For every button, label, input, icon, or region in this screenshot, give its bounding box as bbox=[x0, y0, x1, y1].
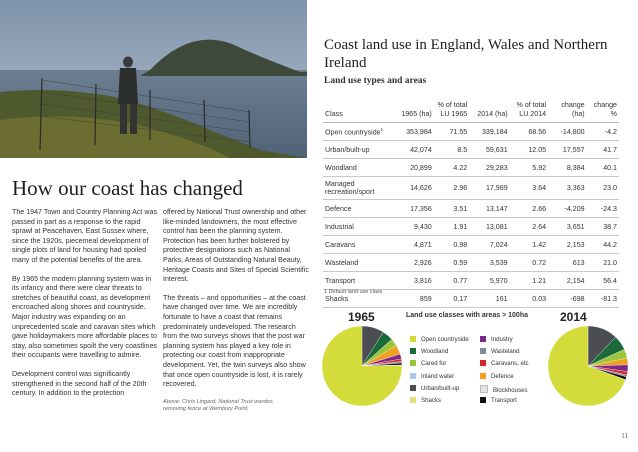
legend-swatch bbox=[480, 348, 486, 354]
cell-ha1965: 42,074 bbox=[396, 141, 433, 159]
photo-caption bbox=[163, 399, 309, 414]
article-column-2 bbox=[163, 208, 309, 414]
legend-item bbox=[410, 373, 454, 380]
cell-p1965: 0.17 bbox=[434, 290, 469, 308]
legend-swatch bbox=[480, 373, 486, 379]
cell-p2014: 68.56 bbox=[510, 123, 548, 141]
article-column-1 bbox=[12, 208, 158, 408]
cell-p2014: 0.72 bbox=[510, 254, 548, 272]
cell-p2014: 0.03 bbox=[510, 290, 548, 308]
coast-photo bbox=[0, 0, 307, 158]
header-text: LU 2014 bbox=[519, 109, 547, 118]
legend-swatch bbox=[410, 348, 416, 354]
cell-p1965: 8.5 bbox=[434, 141, 469, 159]
cell-ha1965: 14,626 bbox=[396, 177, 433, 200]
cell-ha2014: 3,539 bbox=[469, 254, 509, 272]
legend-swatch bbox=[480, 385, 488, 393]
pie-label-2014: 2014 bbox=[560, 310, 587, 324]
cell-ha2014: 161 bbox=[469, 290, 509, 308]
header-change-pct bbox=[587, 100, 619, 123]
cell-text: Caravans bbox=[325, 240, 356, 249]
cell-chgp: -4.2 bbox=[587, 123, 619, 141]
legend-item bbox=[480, 348, 520, 355]
cell-text: Wasteland bbox=[325, 258, 359, 267]
cell-p1965: 0.98 bbox=[434, 236, 469, 254]
cell-chgp: 41.7 bbox=[587, 141, 619, 159]
legend-label: Urban/built-up bbox=[421, 384, 460, 392]
article-headline: How our coast has changed bbox=[12, 176, 243, 200]
legend-swatch bbox=[410, 336, 416, 342]
cell-p1965: 3.51 bbox=[434, 200, 469, 218]
cell-p1965: 4.22 bbox=[434, 159, 469, 177]
cell-chg: 613 bbox=[548, 254, 587, 272]
legend-label: Defence bbox=[491, 372, 514, 380]
cell-p1965: 71.55 bbox=[434, 123, 469, 141]
header-text: change bbox=[561, 101, 585, 109]
pie-chart-1965 bbox=[320, 324, 404, 408]
cell-p1965: 0.59 bbox=[434, 254, 469, 272]
caption-line: Above: Chris Lingard, National Trust warden, bbox=[163, 398, 275, 405]
header-pct-2014 bbox=[510, 100, 548, 123]
legend-item bbox=[410, 348, 448, 355]
cell-p2014: 1.42 bbox=[510, 236, 548, 254]
table-header-row bbox=[323, 100, 619, 123]
cell-p2014: 2.66 bbox=[510, 200, 548, 218]
cell-ha2014: 5,970 bbox=[469, 272, 509, 290]
paragraph: The 1947 Town and Country Planning Act was passed in part as a response to the rapid sprawl at Peacehaven, East Sussex where, since the 1920s, piecemeal development of single plots of land for housing had spoiled many of the potential benefits of the area. bbox=[12, 208, 157, 264]
cell-ha1965: 20,899 bbox=[396, 159, 433, 177]
cell-ha2014: 59,631 bbox=[469, 141, 509, 159]
legend-title: Land use classes with areas > 100ha bbox=[406, 312, 528, 319]
cell-class bbox=[323, 177, 396, 200]
legend-item bbox=[480, 336, 513, 343]
table-row bbox=[323, 159, 619, 177]
cell-chg: 2,154 bbox=[548, 272, 587, 290]
cell-chgp: -24.3 bbox=[587, 200, 619, 218]
header-text: % bbox=[610, 109, 617, 118]
legend-label: Cared for bbox=[421, 360, 447, 368]
cell-text: recreation/sport bbox=[325, 188, 375, 196]
photo-image bbox=[0, 0, 307, 158]
legend-label: Transport bbox=[491, 397, 517, 404]
header-text: (ha) bbox=[572, 109, 585, 118]
cell-chgp: -81.3 bbox=[587, 290, 619, 308]
cell-p2014: 3.64 bbox=[510, 177, 548, 200]
legend-item bbox=[480, 360, 529, 367]
header-class: Class bbox=[323, 100, 396, 123]
cell-ha1965: 353,984 bbox=[396, 123, 433, 141]
table-footnote: 1 Default land use class bbox=[324, 289, 383, 295]
cell-ha1965: 3,816 bbox=[396, 272, 433, 290]
cell-class bbox=[323, 218, 396, 236]
paragraph: offered by National Trust ownership and other like-minded landowners, the most effective control has been the planning system. Protection has been further bolstered by protective designations such as National Parks, Areas of Outstanding Natural Beauty, Heritage Coasts and Sites of Special Scientific Interest. bbox=[163, 208, 309, 284]
table-row bbox=[323, 272, 619, 290]
cell-chg: -4,209 bbox=[548, 200, 587, 218]
legend-label: Wasteland bbox=[491, 348, 520, 356]
cell-ha2014: 339,184 bbox=[469, 123, 509, 141]
table-row bbox=[323, 123, 619, 141]
cell-class bbox=[323, 159, 396, 177]
land-use-table bbox=[323, 100, 619, 308]
table-row bbox=[323, 218, 619, 236]
cell-chgp: 44.2 bbox=[587, 236, 619, 254]
legend-label: Woodland bbox=[421, 348, 449, 356]
cell-ha2014: 13,147 bbox=[469, 200, 509, 218]
legend-swatch bbox=[480, 397, 486, 403]
cell-p2014: 1.21 bbox=[510, 272, 548, 290]
table-row bbox=[323, 177, 619, 200]
page-number: 11 bbox=[621, 432, 628, 440]
legend-label: Industry bbox=[491, 336, 513, 343]
cell-class bbox=[323, 123, 396, 141]
cell-chg: -14,800 bbox=[548, 123, 587, 141]
pie-chart-2014 bbox=[546, 324, 630, 408]
cell-text: Industrial bbox=[325, 222, 354, 231]
cell-chgp: 21.0 bbox=[587, 254, 619, 272]
cell-text: Shacks bbox=[325, 294, 349, 303]
cell-chgp: 56.4 bbox=[587, 272, 619, 290]
legend-item bbox=[410, 360, 446, 367]
cell-chgp: 23.0 bbox=[587, 177, 619, 200]
cell-chg: 3,363 bbox=[548, 177, 587, 200]
cell-chg: 3,651 bbox=[548, 218, 587, 236]
legend-swatch bbox=[410, 360, 416, 366]
table-row bbox=[323, 254, 619, 272]
header-text: % of total bbox=[516, 101, 547, 109]
legend-item bbox=[410, 385, 459, 392]
cell-ha2014: 7,024 bbox=[469, 236, 509, 254]
cell-p1965: 0.77 bbox=[434, 272, 469, 290]
legend-item bbox=[410, 397, 441, 404]
legend-item bbox=[480, 373, 514, 380]
cell-class bbox=[323, 141, 396, 159]
cell-ha2014: 29,283 bbox=[469, 159, 509, 177]
header-ha-1965: 1965 (ha) bbox=[396, 100, 433, 123]
cell-text: Defence bbox=[325, 204, 352, 213]
legend-label: Inland water bbox=[421, 372, 455, 380]
legend-label: Open countryside bbox=[421, 336, 469, 343]
legend-swatch bbox=[410, 397, 416, 403]
cell-text: Woodland bbox=[325, 163, 357, 172]
cell-chg: 2,153 bbox=[548, 236, 587, 254]
cell-chg: 17,557 bbox=[548, 141, 587, 159]
cell-text: Managed bbox=[325, 179, 355, 188]
cell-chgp: 38.7 bbox=[587, 218, 619, 236]
legend-item bbox=[410, 336, 469, 343]
paragraph: The threats – and opportunities – at the coast have changed over time. We are incredibly fortunate to have a coast that remains predominately undeveloped. The research from the two surveys shows that the post war planning system has played a key role in protecting our coast from inappropriate development. Yet, the twin surveys also show that once open countryside is lost, it is rarely recovered. bbox=[163, 293, 306, 389]
table-row bbox=[323, 141, 619, 159]
cell-ha1965: 859 bbox=[396, 290, 433, 308]
cell-p2014: 12.05 bbox=[510, 141, 548, 159]
cell-ha1965: 2,926 bbox=[396, 254, 433, 272]
table-subtitle: Land use types and areas bbox=[324, 76, 427, 86]
cell-chg: -698 bbox=[548, 290, 587, 308]
footnote-marker: 1 bbox=[380, 126, 384, 132]
cell-text: Urban/built-up bbox=[325, 145, 370, 154]
header-text: LU 1965 bbox=[440, 109, 468, 118]
header-text: % of total bbox=[437, 101, 468, 109]
paragraph: Development control was significantly strengthened in the second half of the 20th century. In addition to the protection bbox=[12, 369, 147, 398]
legend-swatch bbox=[410, 385, 416, 391]
cell-ha1965: 4,871 bbox=[396, 236, 433, 254]
cell-chg: 8,384 bbox=[548, 159, 587, 177]
pie-legend bbox=[398, 312, 554, 412]
cell-ha2014: 17,989 bbox=[469, 177, 509, 200]
caption-line: removing fence at Wembury Point. bbox=[163, 406, 249, 413]
header-change-ha bbox=[548, 100, 587, 123]
cell-ha1965: 9,430 bbox=[396, 218, 433, 236]
header-pct-1965 bbox=[434, 100, 469, 123]
cell-ha2014: 13,081 bbox=[469, 218, 509, 236]
table-title: Coast land use in England, Wales and Northern Ireland bbox=[324, 37, 608, 71]
cell-p1965: 2.96 bbox=[434, 177, 469, 200]
table-row bbox=[323, 200, 619, 218]
cell-p2014: 2.64 bbox=[510, 218, 548, 236]
cell-class bbox=[323, 200, 396, 218]
legend-label: Shacks bbox=[421, 397, 441, 404]
cell-class bbox=[323, 272, 396, 290]
cell-text: Transport bbox=[325, 276, 356, 285]
cell-chgp: 40.1 bbox=[587, 159, 619, 177]
legend-item bbox=[480, 385, 528, 394]
legend-label: Caravans, etc bbox=[491, 360, 529, 368]
cell-class bbox=[323, 236, 396, 254]
header-text: change bbox=[593, 101, 617, 109]
table-body bbox=[323, 123, 619, 308]
cell-ha1965: 17,356 bbox=[396, 200, 433, 218]
legend-label: Blockhouses bbox=[493, 386, 528, 394]
header-ha-2014: 2014 (ha) bbox=[469, 100, 509, 123]
cell-class bbox=[323, 254, 396, 272]
legend-item bbox=[480, 397, 517, 404]
legend-swatch bbox=[410, 373, 416, 379]
pie-label-1965: 1965 bbox=[348, 310, 375, 324]
legend-swatch bbox=[480, 336, 486, 342]
paragraph: By 1965 the modern planning system was in its infancy and there were clear threats to stretches of beautiful coast, as development encroached along shores and countryside. Major industry was expanding on an unprecedented scale and caravan sites which gave holidaymakers more affordable places to stay, also sometimes spoilt the very coastlines their occupants were travelling to admire. bbox=[12, 274, 157, 360]
legend-swatch bbox=[480, 360, 486, 366]
cell-text: Open countryside bbox=[325, 128, 381, 137]
table-row bbox=[323, 236, 619, 254]
cell-p2014: 5.92 bbox=[510, 159, 548, 177]
cell-p1965: 1.91 bbox=[434, 218, 469, 236]
